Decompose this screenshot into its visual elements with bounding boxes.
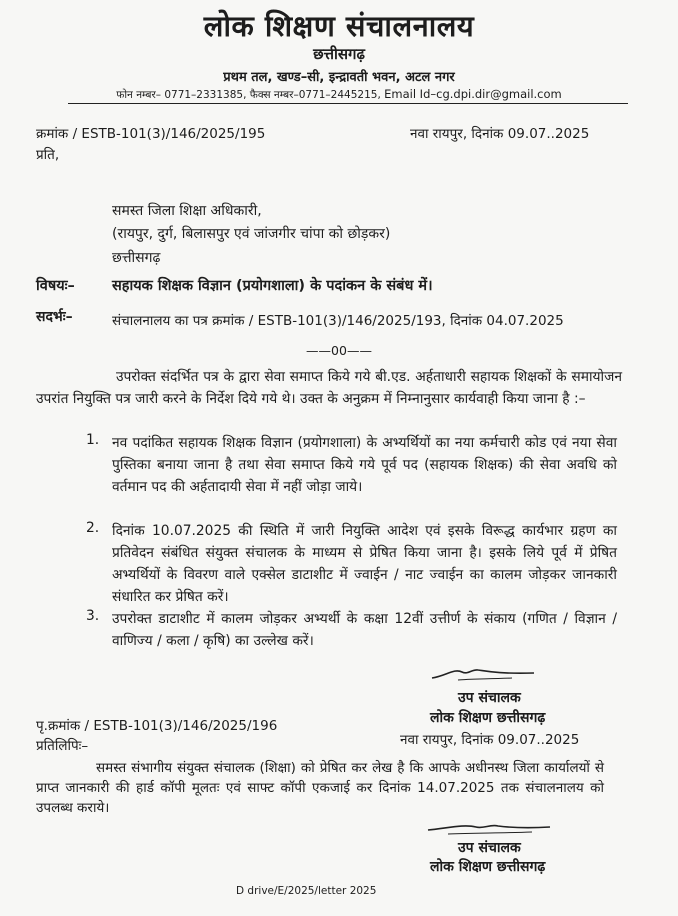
phone-fax: फोन नम्बर– 0771–2331385, फैक्स नम्बर–0771–2445215, xyxy=(116,89,385,101)
subject-label: विषयः– xyxy=(36,278,75,294)
signature-scribble xyxy=(428,660,538,686)
copy-date: नवा रायपुर, दिनांक 09.07..2025 xyxy=(400,732,580,748)
point-text: नव पदांकित सहायक शिक्षक विज्ञान (प्रयोगशाला) के अभ्यर्थियों का नया कर्मचारी कोड एवं नया सेवा पुस्तिका बनाया जाना है तथा सेवा समाप्त किये गये पूर्व पद (सहायक शिक्षक) की सेवा अवधि को वर्तमान पद की अर्हतादायी सेवा में नहीं जोड़ा जाये। xyxy=(112,435,617,495)
section-divider: ——00—— xyxy=(306,343,372,358)
office-address: प्रथम तल, खण्ड–सी, इन्द्रावती भवन, अटल नगर xyxy=(223,70,455,85)
point-number: 3. xyxy=(86,608,100,624)
addressee-line: छत्तीसगढ़ xyxy=(112,250,161,266)
copy-ref-no: पृ.क्रमांक / ESTB-101(3)/146/2025/196 xyxy=(36,718,278,734)
email-address: Email Id–cg.dpi.dir@gmail.com xyxy=(384,87,562,101)
copy-text: समस्त संभागीय संयुक्त संचालक (शिक्षा) को प्रेषित कर लेख है कि आपके अधीनस्थ जिला कार्यालयों से प्राप्त जानकारी की हार्ड कॉपी मूलतः एवं साफ्ट कॉपी एकजाई कर दिनांक 14.07.2025 तक संचालनालय को उपलब्ध कराये। xyxy=(36,760,604,816)
subject-text: सहायक शिक्षक विज्ञान (प्रयोगशाला) के पदांकन के संबंध में। xyxy=(112,278,433,294)
to-label: प्रति, xyxy=(36,147,60,163)
file-path-footer: D drive/E/2025/letter 2025 xyxy=(236,885,377,897)
point-text: दिनांक 10.07.2025 की स्थिति में जारी नियुक्ति आदेश एवं इसके विरूद्ध कार्यभार ग्रहण का प्रतिवेदन संबंधित संयुक्त संचालक के माध्यम से प्रेषित किया जाना है। इसके लिये पूर्व में प्रेषित अभ्यर्थियों के विवरण वाले एक्सेल डाटाशीट में ज्वाईन / नाट ज्वाईन का कालम जोड़कर जानकारी संधारित कर प्रेषित करें। xyxy=(112,523,617,605)
point-number: 1. xyxy=(86,432,100,448)
letter-date: नवा रायपुर, दिनांक 09.07..2025 xyxy=(410,126,590,142)
body-intro: उपरोक्त संदर्भित पत्र के द्वारा सेवा समाप्त किये गये बी.एड. अर्हताधारी सहायक शिक्षकों के समायोजन उपरांत नियुक्ति पत्र जारी करने के निर्देश दिये गये थे। उक्त के अनुक्रम में निम्नानुसार कार्यवाही किया जाना है :– xyxy=(36,369,622,407)
state-name: छत्तीसगढ़ xyxy=(313,45,365,63)
signatory-office: लोक शिक्षण छत्तीसगढ़ xyxy=(430,710,546,726)
addressee-line: (रायपुर, दुर्ग, बिलासपुर एवं जांजगीर चांपा को छोड़कर) xyxy=(112,226,391,242)
point-number: 2. xyxy=(86,520,100,536)
point-text: उपरोक्त डाटाशीट में कालम जोड़कर अभ्यर्थी के कक्षा 12वीं उत्तीर्ण के संकाय (गणित / विज्ञान / वाणिज्य / कला / कृषि) का उल्लेख करें। xyxy=(112,611,617,649)
reference-label: सदर्भः– xyxy=(36,309,73,325)
signatory-designation: उप संचालक xyxy=(458,840,521,856)
signatory-office: लोक शिक्षण छत्तीसगढ़ xyxy=(430,859,546,875)
addressee-line: समस्त जिला शिक्षा अधिकारी, xyxy=(112,203,262,219)
letter-ref-no: क्रमांक / ESTB-101(3)/146/2025/195 xyxy=(36,126,266,142)
reference-text: संचालनालय का पत्र क्रमांक / ESTB-101(3)/146/2025/193, दिनांक 04.07.2025 xyxy=(112,313,564,329)
copy-label: प्रतिलिपिः– xyxy=(36,738,89,754)
contact-line xyxy=(0,87,678,102)
header-rule xyxy=(68,103,628,104)
office-title: लोक शिक्षण संचालनालय xyxy=(203,9,475,43)
signatory-designation: उप संचालक xyxy=(458,690,521,706)
